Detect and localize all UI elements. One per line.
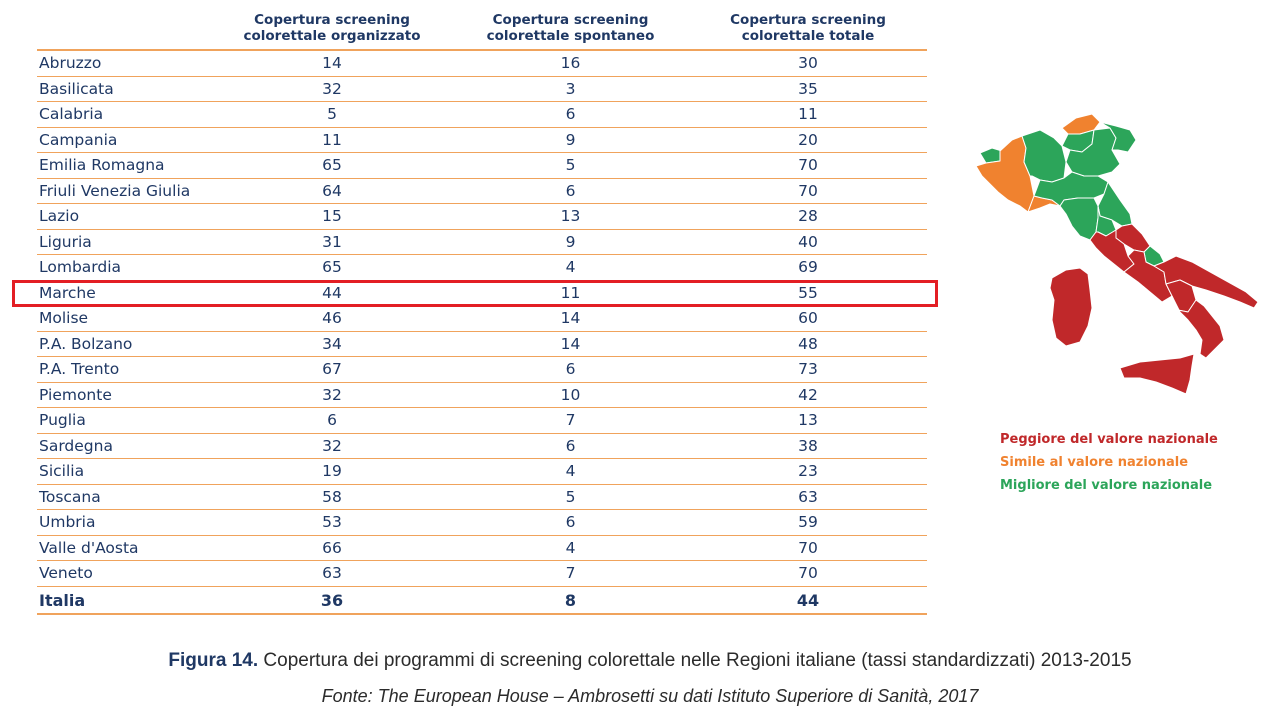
region-cell: Lombardia xyxy=(39,258,122,276)
totale-cell: 42 xyxy=(798,385,818,404)
spontaneo-cell: 13 xyxy=(560,207,581,225)
spontaneo-cell: 16 xyxy=(560,54,581,72)
region-cell: Sicilia xyxy=(39,462,85,480)
figure-source: Fonte: The European House – Ambrosetti su dati Istituto Superiore di Sanità, 2017 xyxy=(321,686,979,706)
totale-cell: 13 xyxy=(798,411,818,429)
totale-cell: 48 xyxy=(798,334,818,353)
totale-cell: 73 xyxy=(798,360,818,378)
region-cell: Abruzzo xyxy=(39,54,102,72)
organizzato-cell: 53 xyxy=(322,513,342,531)
table-row xyxy=(37,510,927,536)
map-region-sardegna xyxy=(1050,268,1092,346)
organizzato-cell: 14 xyxy=(322,54,342,72)
table-row xyxy=(37,408,927,434)
region-cell: Molise xyxy=(39,309,89,327)
table-row xyxy=(37,255,927,281)
totale-cell: 70 xyxy=(798,181,818,200)
map-region-sicilia xyxy=(1120,354,1194,394)
region-cell: Friuli Venezia Giulia xyxy=(39,181,191,200)
table-row xyxy=(37,536,927,562)
totale-cell: 70 xyxy=(798,156,818,174)
region-cell: Italia xyxy=(39,590,86,610)
spontaneo-cell: 3 xyxy=(565,79,576,98)
column-header-organizzato xyxy=(212,9,452,47)
table-row xyxy=(37,485,927,511)
totale-cell: 30 xyxy=(798,54,818,72)
table-total-row xyxy=(37,587,927,615)
organizzato-cell: 64 xyxy=(322,181,342,200)
spontaneo-cell: 5 xyxy=(565,156,576,174)
spontaneo-cell: 6 xyxy=(565,513,576,531)
totale-cell: 55 xyxy=(798,283,818,302)
table-row xyxy=(37,179,927,205)
spontaneo-cell: 6 xyxy=(565,436,576,455)
totale-cell: 40 xyxy=(798,232,818,251)
legend-item-simile: Simile al valore nazionale xyxy=(1000,455,1189,470)
table-row xyxy=(37,434,927,460)
table-row xyxy=(37,306,927,332)
spontaneo-cell: 10 xyxy=(560,385,581,404)
legend-item-peggiore: Peggiore del valore nazionale xyxy=(1000,432,1218,447)
table-row xyxy=(37,51,927,77)
spontaneo-cell: 6 xyxy=(565,105,576,123)
region-cell: Veneto xyxy=(39,564,93,582)
organizzato-cell: 34 xyxy=(322,334,342,353)
spontaneo-cell: 4 xyxy=(565,462,576,480)
organizzato-cell: 65 xyxy=(322,258,342,276)
organizzato-cell: 31 xyxy=(322,232,342,251)
italy-map xyxy=(960,108,1270,408)
organizzato-cell: 58 xyxy=(322,487,342,506)
organizzato-cell: 36 xyxy=(320,590,344,610)
spontaneo-cell: 6 xyxy=(565,181,576,200)
organizzato-cell: 5 xyxy=(327,105,337,123)
region-cell: Toscana xyxy=(39,487,101,506)
totale-cell: 59 xyxy=(798,513,818,531)
column-header-line: colorettale spontaneo xyxy=(486,28,655,44)
column-header-line: Copertura screening xyxy=(492,12,649,28)
table-row xyxy=(37,102,927,128)
spontaneo-cell: 9 xyxy=(565,232,576,251)
spontaneo-cell: 4 xyxy=(565,538,576,557)
figure-label: Figura 14. xyxy=(168,650,259,671)
totale-cell: 35 xyxy=(798,79,818,98)
organizzato-cell: 44 xyxy=(322,283,342,302)
region-cell: Liguria xyxy=(39,232,92,251)
region-cell: Valle d'Aosta xyxy=(39,538,139,557)
region-cell: Campania xyxy=(39,130,118,149)
organizzato-cell: 66 xyxy=(322,538,342,557)
region-cell: Sardegna xyxy=(39,436,113,455)
region-cell: Basilicata xyxy=(39,79,114,98)
spontaneo-cell: 7 xyxy=(565,411,576,429)
spontaneo-cell: 7 xyxy=(565,564,576,582)
organizzato-cell: 6 xyxy=(327,411,337,429)
table-row xyxy=(37,77,927,103)
marche-highlight-box xyxy=(12,280,938,307)
totale-cell: 70 xyxy=(798,564,818,582)
table-body xyxy=(37,51,927,615)
totale-cell: 28 xyxy=(798,207,818,225)
table-row xyxy=(37,204,927,230)
spontaneo-cell: 4 xyxy=(565,258,576,276)
spontaneo-cell: 8 xyxy=(564,590,577,610)
region-cell: Calabria xyxy=(39,105,104,123)
organizzato-cell: 32 xyxy=(322,385,342,404)
organizzato-cell: 15 xyxy=(322,207,342,225)
column-header-spontaneo xyxy=(452,9,689,47)
table-row xyxy=(37,230,927,256)
column-header-line: colorettale organizzato xyxy=(243,28,421,44)
spontaneo-cell: 9 xyxy=(565,130,576,149)
table-row xyxy=(37,561,927,587)
totale-cell: 63 xyxy=(798,487,818,506)
organizzato-cell: 65 xyxy=(322,156,342,174)
column-header-line: Copertura screening xyxy=(254,12,410,28)
organizzato-cell: 11 xyxy=(322,130,342,149)
region-cell: P.A. Trento xyxy=(39,360,120,378)
totale-cell: 70 xyxy=(798,538,818,557)
spontaneo-cell: 14 xyxy=(560,309,581,327)
table-row xyxy=(37,153,927,179)
region-cell: Emilia Romagna xyxy=(39,156,165,174)
column-header-totale xyxy=(689,9,927,47)
totale-cell: 38 xyxy=(798,436,818,455)
organizzato-cell: 19 xyxy=(322,462,342,480)
table-row xyxy=(37,128,927,154)
organizzato-cell: 63 xyxy=(322,564,342,582)
region-cell: P.A. Bolzano xyxy=(39,334,133,353)
map-region-toscana xyxy=(1060,198,1098,240)
totale-cell: 44 xyxy=(796,590,820,610)
organizzato-cell: 67 xyxy=(322,360,342,378)
map-legend xyxy=(1000,428,1218,497)
totale-cell: 20 xyxy=(798,130,818,149)
spontaneo-cell: 6 xyxy=(565,360,576,378)
figure-caption-text: Copertura dei programmi di screening colorettale nelle Regioni italiane (tassi standardizzati) 2013-2015 xyxy=(258,650,1132,671)
region-cell: Puglia xyxy=(39,411,86,429)
organizzato-cell: 46 xyxy=(322,309,342,327)
region-cell: Piemonte xyxy=(39,385,112,404)
organizzato-cell: 32 xyxy=(322,79,342,98)
totale-cell: 11 xyxy=(798,105,818,123)
column-header-line: colorettale totale xyxy=(741,28,875,44)
totale-cell: 23 xyxy=(798,462,818,480)
organizzato-cell: 32 xyxy=(322,436,342,455)
column-header-line: Copertura screening xyxy=(730,12,886,28)
region-cell: Marche xyxy=(39,283,96,302)
table-row xyxy=(37,357,927,383)
table-row xyxy=(37,459,927,485)
region-cell: Umbria xyxy=(39,513,96,531)
spontaneo-cell: 11 xyxy=(560,283,581,302)
figure-caption xyxy=(0,650,1280,672)
legend-item-migliore: Migliore del valore nazionale xyxy=(1000,478,1213,493)
spontaneo-cell: 5 xyxy=(565,487,576,506)
table-row xyxy=(37,383,927,409)
region-cell: Lazio xyxy=(39,207,80,225)
map-region-puglia xyxy=(1154,256,1258,308)
spontaneo-cell: 14 xyxy=(560,334,581,353)
totale-cell: 69 xyxy=(798,258,818,276)
totale-cell: 60 xyxy=(798,309,818,327)
table-row xyxy=(37,332,927,358)
